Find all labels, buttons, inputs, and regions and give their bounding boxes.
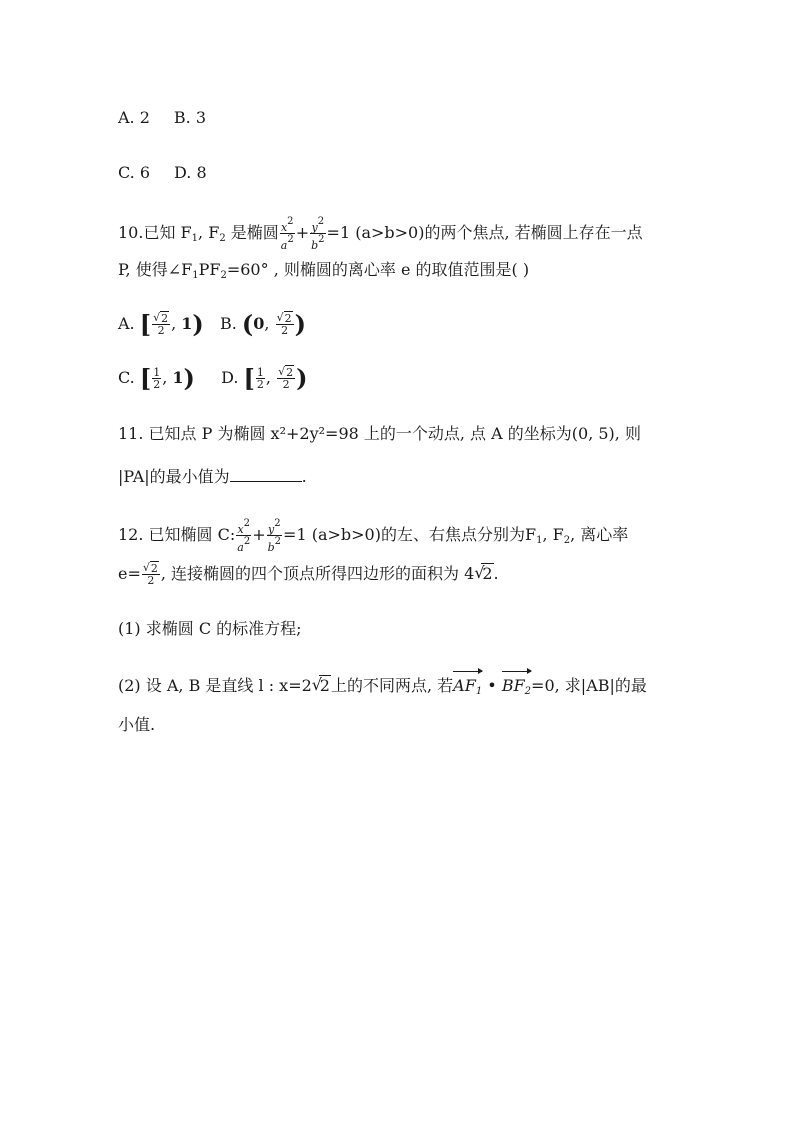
q12-line2: e= √ 2 2 , 连接椭圆的四个顶点所得四边形的面积为 4 √ 2. <box>118 561 499 587</box>
q9-option-d: D. 8 <box>174 163 207 182</box>
q10-line1: 10.已知 $F_1$, $F_2$ 是椭圆 $\frac{x2}{a2}$ + $\frac{y2}{b2}$ =1 (a>b>0)的两个焦点, 若椭圆上存在一点 <box>118 216 643 252</box>
q10-option-c-label: C. <box>118 368 135 387</box>
q12-part1: (1) 求椭圆 C 的标准方程; <box>118 619 302 638</box>
fraction-x2-a2-q12: $\frac{x2}{a2}$ <box>237 518 251 554</box>
q10-line2: P, 使得$\angle F_1PF_2=60^\circ$ , 则椭圆的离心率 e 的取值范围是( ) <box>118 260 530 281</box>
q11-line1: 11. 已知点 P 为椭圆 x²+2y²=98 上的一个动点, 点 A 的坐标为(0, 5), 则 <box>118 424 641 443</box>
fraction-x2-a2: $\frac{x2}{a2}$ <box>280 216 294 252</box>
fraction-sqrt2-over-2: √ 2 2 <box>153 311 169 337</box>
q10-option-d-label: D. <box>221 368 239 387</box>
vector-bf2: $BF_2$ <box>502 670 531 704</box>
fraction-1-over-2-d: $\frac{1}{2}$ <box>256 366 264 391</box>
q9-option-a: A. 2 <box>118 108 150 127</box>
fraction-sqrt2-over-2-q12: √ 2 2 <box>142 561 158 587</box>
fraction-sqrt2-over-2-b: √ 2 2 <box>276 311 292 337</box>
fraction-1-over-2: $\frac{1}{2}$ <box>153 366 161 391</box>
answer-blank[interactable] <box>230 467 302 482</box>
q11-line2: |PA|的最小值为 . <box>118 467 307 486</box>
q9-options-row1 <box>118 106 206 130</box>
q9-option-b: B. 3 <box>173 108 207 127</box>
fraction-sqrt2-over-2-d: √ 2 2 <box>278 365 294 391</box>
vector-af1: $AF_1$ <box>453 670 482 704</box>
sqrt-2-line: √ 2 <box>311 675 330 695</box>
q9-options-row2 <box>118 161 207 185</box>
q12-part2-line2: 小值. <box>118 715 156 734</box>
q10-number: 10. <box>118 223 144 242</box>
q12-line1: 12. 已知椭圆 C: $\frac{x2}{a2}$ + $\frac{y2}{b2}$ =1 (a>b>0)的左、右焦点分别为$F_1$, $F_2$, 离心率 <box>118 518 629 554</box>
q10-options-ab: A. [ √ 2 2 , 1) B. (0, √ 2 2 ) <box>118 309 306 339</box>
sqrt-2: √ 2 <box>474 563 493 583</box>
q12-part2-line1: (2) 设 A, B 是直线 l : x=2 √ 2上的不同两点, 若$AF_1$ • $BF_2=0$, 求|AB|的最 <box>118 670 647 698</box>
fraction-y2-b2-q12: $\frac{y2}{b2}$ <box>267 518 282 554</box>
q10-option-a-label: A. <box>118 314 135 333</box>
fraction-y2-b2: $\frac{y2}{b2}$ <box>311 216 325 252</box>
q10-options-cd: C. [ $\frac{1}{2}$ , 1) D. [ $\frac{1}{2}$ , √ 2 2 ) <box>118 363 308 393</box>
q9-option-c: C. 6 <box>118 163 151 182</box>
q10-option-b-label: B. <box>219 314 237 333</box>
